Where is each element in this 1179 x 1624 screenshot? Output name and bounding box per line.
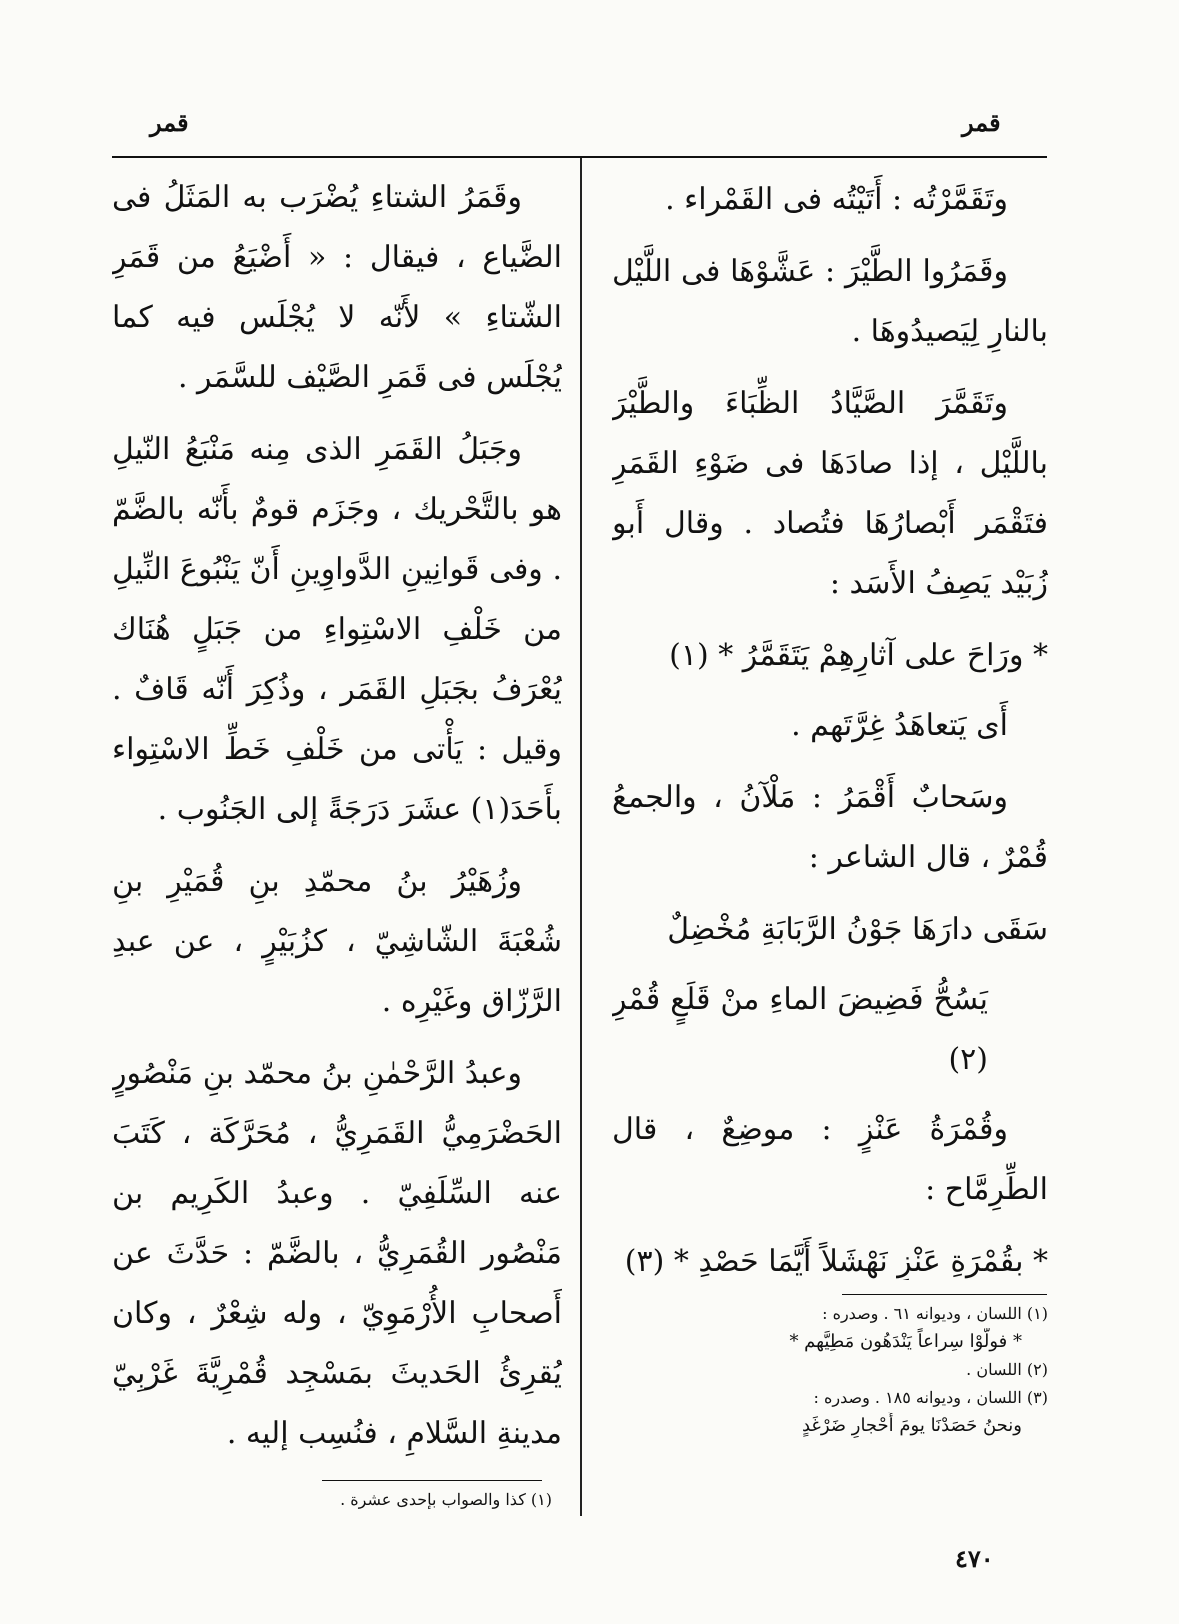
paragraph-qumrat-anz: وقُمْرَةُ عَنْزٍ : موضِعٌ ، قال الطِّرِمَّاح :: [612, 1112, 1048, 1207]
paragraph-taqammartuhu: وتَقَمَّرْتُه : أَتَيْتُه فى القَمْراء .: [665, 182, 1008, 217]
verse-line-1: سَقَى دارَهَا جَوْنُ الرَّبَابَةِ مُخْضِلٌ: [667, 912, 1048, 947]
footnotes-left: [112, 1486, 552, 1514]
page-number: ٤٧٠: [955, 1544, 994, 1573]
left-column: [112, 168, 562, 1468]
running-header-left: قمر: [150, 108, 189, 137]
verse-abu-zubayd: * ورَاحَ على آثارِهِمْ يَتَقَمَّرُ * (١): [669, 638, 1048, 673]
running-header-right: قمر: [962, 108, 1001, 137]
footnote-1-quote: * فولَّوْا سِراعاً يَنْدَهُون مَطِيَّهم *: [789, 1331, 1022, 1352]
paragraph-taqammara-al-sayyad: وتَقَمَّرَ الصَّيَّادُ الظِّبَاءَ والطَّيْرَ باللَّيْل ، إذا صادَهَا فى ضَوْءِ القَمَرِ فتَقْمَر أَبْصارُهَا فتُصاد . وقال أَبو زُبَيْد يَصِفُ الأَسَد :: [612, 386, 1048, 601]
column-divider: [580, 158, 582, 1516]
paragraph-jabal-al-qamar: وجَبَلُ القَمَرِ الذى مِنه مَنْبَعُ النّيلِ هو بالتَّحْريك ، وجَزَم قومٌ بأَنّه بالضَّمّ . وفى قَوانِينِ الدَّواوِينِ أَنّ يَنْبُوعَ النِّيلِ من خَلْفِ الاسْتِواءِ من جَبَلٍ هُنَاك يُعْرَفُ بجَبَلِ القَمَر ، وذُكِرَ أَنّه قَافٌ . وقيل : يَأْتى من خَلْفِ خَطِّ الاسْتِواء بأَحَدَ(١) عشَرَ دَرَجَةً إلى الجَنُوب .: [112, 432, 562, 827]
footnote-3-quote: ونحنُ حَصَدْنَا يومَ أَحْجارِ ضَرْغَدٍ: [801, 1415, 1022, 1436]
footnote-1: (١) اللسان ، وديوانه ٦١ . وصدره :: [822, 1304, 1048, 1323]
paragraph-qamar-al-shita: وقَمَرُ الشتاءِ يُضْرَب به المَثَلُ فى الضَّياع ، فيقال : « أَضْيَعُ من قَمَرِ الشّتاءِ » لأَنّه لا يُجْلَس فيه كما يُجْلَس فى قَمَرِ الصَّيْف للسَّمَر .: [112, 180, 562, 395]
paragraph-abd-al-rahman: وعبدُ الرَّحْمٰنِ بنُ محمّد بنِ مَنْصُورٍ الحَضْرَمِيُّ القَمَرِيُّ ، مُحَرَّكَة ، كَتَبَ عنه السِّلَفِيّ . وعبدُ الكَرِيم بن مَنْصُور القُمَرِيُّ ، بالضَّمّ : حَدَّثَ عن أَصحابِ الأُرْمَوِيّ ، وله شِعْرٌ ، وكان يُقرِئُ الحَديثَ بمَسْجِد قُمْرِيَّةَ غَرْبِيّ مدينةِ السَّلامِ ، فنُسِب إليه .: [112, 1056, 562, 1451]
paragraph-zuhayr: وزُهَيْرُ بنُ محمّدِ بنِ قُمَيْرِ بنِ شُعْبَةَ الشّاشِيّ ، كزُبَيْرٍ ، عن عبدِ الرَّزّاق وغَيْرِه .: [112, 864, 562, 1019]
footnote-rule-left: [322, 1480, 542, 1481]
verse-line-2: يَسُحُّ فَضِيضَ الماءِ منْ قَلَعٍ قُمْرِ (٢): [612, 982, 988, 1077]
footnote-rule-right: [842, 1294, 1047, 1295]
footnote-3: (٣) اللسان ، وديوانه ١٨٥ . وصدره :: [813, 1388, 1048, 1407]
footnote-2: (٢) اللسان .: [966, 1360, 1048, 1379]
right-column: [612, 170, 1048, 1280]
verse-tirimmah: * بقُمْرَةِ عَنْزٍ نَهْشَلاً أَيَّمَا حَصْدِ * (٣): [624, 1244, 1048, 1279]
footnote-left-1: (١) كذا والصواب بإحدى عشرة .: [340, 1490, 552, 1509]
paragraph-sahab-aqmar: وسَحابٌ أَقْمَرُ : مَلْآنُ ، والجمعُ قُمْرٌ ، قال الشاعر :: [612, 780, 1048, 875]
footnotes-right: [612, 1300, 1048, 1440]
paragraph-qamaru-al-tayr: وقَمَرُوا الطَّيْرَ : عَشَّوْهَا فى اللَّيْل بالنارِ لِيَصيدُوهَا .: [612, 254, 1048, 349]
paragraph-gloss: أَى يَتعاهَدُ غِرَّتَهم .: [791, 708, 1008, 743]
